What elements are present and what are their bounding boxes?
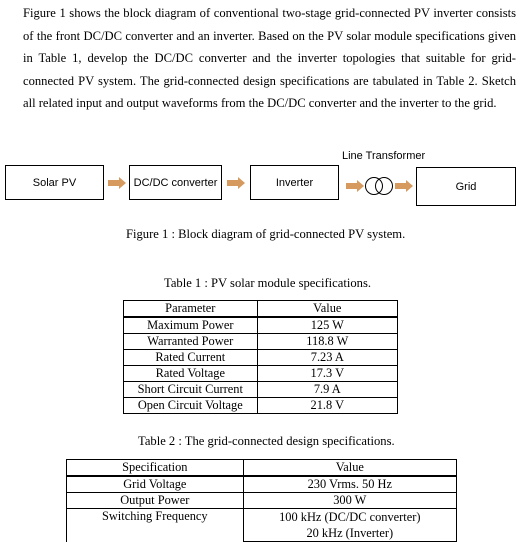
inverter-block: Inverter xyxy=(250,165,339,200)
table-row xyxy=(124,366,398,382)
line-transformer-label: Line Transformer xyxy=(342,150,426,162)
value-cell: 118.8 W xyxy=(257,334,397,350)
value-cell: 300 W xyxy=(243,493,456,509)
value-cell: 125 W xyxy=(257,317,397,334)
dcdc-converter-block: DC/DC converter xyxy=(129,165,222,200)
parameter-cell: Warranted Power xyxy=(124,334,258,350)
value-cell: 7.23 A xyxy=(257,350,397,366)
specification-cell: Output Power xyxy=(67,493,244,509)
value-cell: 17.3 V xyxy=(257,366,397,382)
pv-spec-table xyxy=(123,300,398,414)
value-cell: 7.9 A xyxy=(257,382,397,398)
table-row xyxy=(67,509,457,542)
arrow-right-icon xyxy=(108,177,128,189)
value-line: 20 kHz (Inverter) xyxy=(306,526,394,540)
parameter-cell: Open Circuit Voltage xyxy=(124,398,258,414)
value-cell: 21.8 V xyxy=(257,398,397,414)
specification-cell: Grid Voltage xyxy=(67,476,244,493)
header-value: Value xyxy=(257,301,397,318)
table-row xyxy=(67,493,457,509)
problem-paragraph: Figure 1 shows the block diagram of conventional two-stage grid-connected PV inverter consists of the front DC/DC converter and an inverter. Based on the PV solar module specifications given in Table 1, develop the DC/DC converter and the inverter topologies that suitable for grid-connected PV system. The grid-connected design specifications are tabulated in Table 2. Sketch all related input and output waveforms from the DC/DC converter and the inverter to the grid. xyxy=(23,6,516,111)
table-header-row xyxy=(124,301,398,318)
parameter-cell: Rated Voltage xyxy=(124,366,258,382)
header-value: Value xyxy=(243,460,456,477)
transformer-icon xyxy=(364,175,394,197)
parameter-cell: Short Circuit Current xyxy=(124,382,258,398)
arrow-right-icon xyxy=(346,180,366,192)
specification-cell xyxy=(67,509,244,542)
table2-caption: Table 2 : The grid-connected design specifications. xyxy=(138,434,395,448)
header-parameter: Parameter xyxy=(124,301,258,318)
arrow-right-icon xyxy=(227,177,247,189)
table-row xyxy=(124,317,398,334)
table-header-row xyxy=(67,460,457,477)
table-row xyxy=(124,382,398,398)
grid-spec-table xyxy=(66,459,457,542)
value-cell xyxy=(243,509,456,542)
parameter-cell: Maximum Power xyxy=(124,317,258,334)
parameter-cell: Rated Current xyxy=(124,350,258,366)
specification-text: Switching Frequency xyxy=(101,509,208,523)
header-specification: Specification xyxy=(67,460,244,477)
table-row xyxy=(124,398,398,414)
table-row xyxy=(67,476,457,493)
value-cell: 230 Vrms. 50 Hz xyxy=(243,476,456,493)
figure1-caption: Figure 1 : Block diagram of grid-connected PV system. xyxy=(126,227,406,241)
grid-block: Grid xyxy=(416,167,516,206)
arrow-right-icon xyxy=(395,180,415,192)
value-line: 100 kHz (DC/DC converter) xyxy=(279,510,421,524)
table-row xyxy=(124,350,398,366)
table1-caption: Table 1 : PV solar module specifications. xyxy=(164,276,371,290)
table-row xyxy=(124,334,398,350)
solar-pv-block: Solar PV xyxy=(5,165,104,200)
